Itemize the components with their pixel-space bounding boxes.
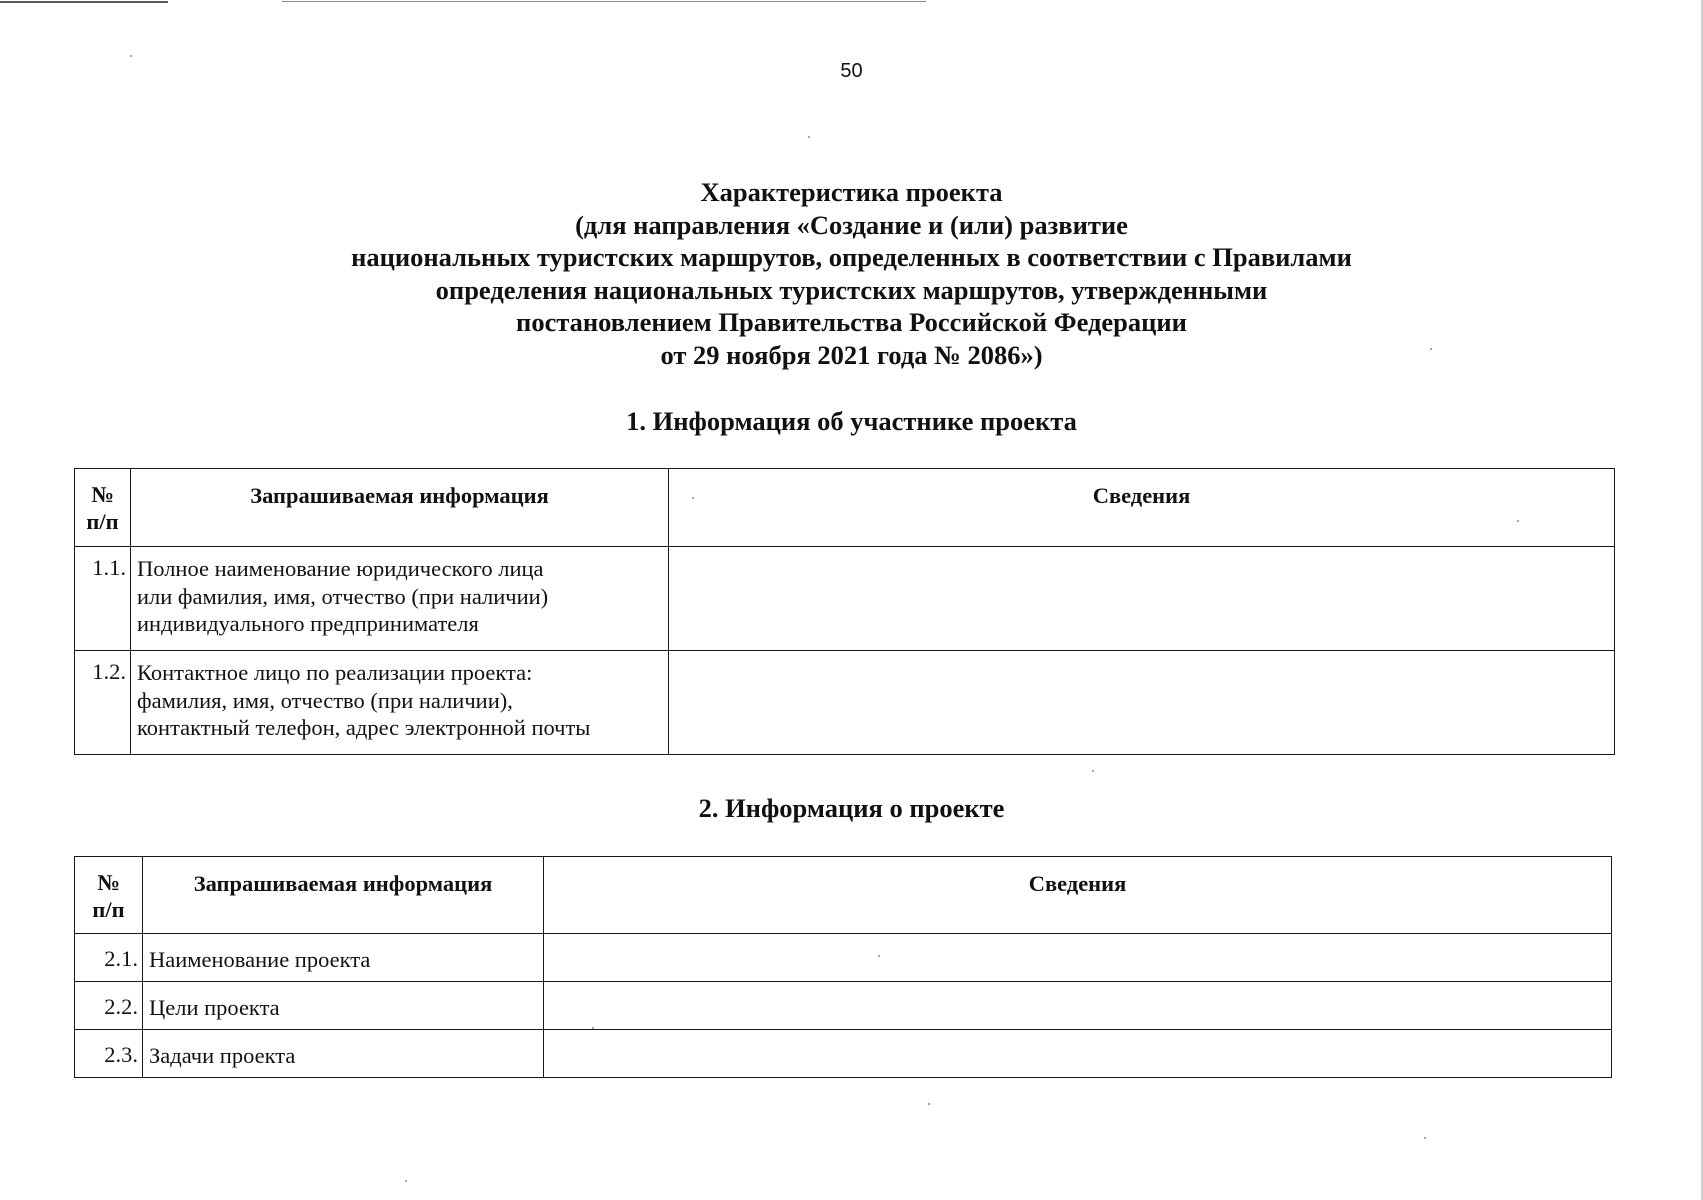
title-line: определения национальных туристских маршрутов, утвержденными bbox=[435, 274, 1268, 305]
requested-info-line: Полное наименование юридического лица bbox=[137, 556, 544, 581]
column-header-details: Сведения bbox=[669, 469, 1615, 547]
scan-speck bbox=[592, 1027, 594, 1029]
requested-info-line: фамилия, имя, отчество (при наличии), bbox=[137, 687, 513, 713]
row-number: 1.1. bbox=[75, 547, 131, 651]
header-number-sign: № bbox=[97, 870, 120, 895]
scan-artifact-line bbox=[0, 1, 168, 3]
requested-info-cell: Наименование проекта bbox=[143, 934, 544, 982]
scan-speck bbox=[692, 497, 694, 499]
requested-info-cell: Цели проекта bbox=[143, 982, 544, 1030]
title-line: Характеристика проекта bbox=[700, 177, 1003, 207]
requested-info-cell bbox=[131, 651, 669, 755]
details-cell[interactable] bbox=[669, 547, 1615, 651]
scan-speck bbox=[878, 955, 880, 957]
requested-info-line: или фамилия, имя, отчество (при наличии) bbox=[137, 583, 549, 609]
table-row bbox=[75, 982, 1612, 1030]
row-number: 1.2. bbox=[75, 651, 131, 755]
requested-info-line: индивидуального предпринимателя bbox=[137, 611, 479, 636]
scan-speck bbox=[808, 136, 810, 138]
table-row bbox=[75, 934, 1612, 982]
scan-speck bbox=[1424, 1137, 1426, 1139]
table-row bbox=[75, 651, 1615, 755]
scan-speck bbox=[1517, 520, 1519, 522]
requested-info-line: Контактное лицо по реализации проекта: bbox=[137, 660, 533, 685]
table-header-row bbox=[75, 857, 1612, 934]
table-row bbox=[75, 1030, 1612, 1078]
requested-info-cell bbox=[131, 547, 669, 651]
header-number-abbrev: п/п bbox=[86, 509, 119, 534]
scan-artifact-line bbox=[630, 1, 926, 2]
title-line: (для направления «Создание и (или) развитие bbox=[575, 209, 1128, 240]
column-header-requested-info: Запрашиваемая информация bbox=[143, 857, 544, 934]
details-cell[interactable] bbox=[544, 1030, 1612, 1078]
table-row bbox=[75, 547, 1615, 651]
column-header-requested-info: Запрашиваемая информация bbox=[131, 469, 669, 547]
details-cell[interactable] bbox=[544, 982, 1612, 1030]
header-number-sign: № bbox=[91, 482, 114, 507]
title-line: постановлением Правительства Российской Федерации bbox=[516, 307, 1187, 337]
scan-speck bbox=[1092, 770, 1094, 772]
document-title bbox=[0, 176, 1703, 371]
scan-speck bbox=[130, 55, 132, 57]
details-cell[interactable] bbox=[544, 934, 1612, 982]
title-line: от 29 ноября 2021 года № 2086») bbox=[660, 339, 1043, 370]
page-number: 50 bbox=[840, 60, 863, 82]
section-heading-project: 2. Информация о проекте bbox=[698, 793, 1005, 823]
scan-speck bbox=[1430, 348, 1432, 350]
scan-speck bbox=[928, 1103, 930, 1105]
table-header-row bbox=[75, 469, 1615, 547]
column-header-number bbox=[75, 857, 143, 934]
project-info-table bbox=[74, 856, 1612, 1078]
row-number: 2.3. bbox=[75, 1030, 143, 1078]
details-cell[interactable] bbox=[669, 651, 1615, 755]
header-number-abbrev: п/п bbox=[92, 897, 125, 922]
column-header-number bbox=[75, 469, 131, 547]
requested-info-cell: Задачи проекта bbox=[143, 1030, 544, 1078]
column-header-details: Сведения bbox=[544, 857, 1612, 934]
participant-info-table bbox=[74, 468, 1615, 755]
row-number: 2.2. bbox=[75, 982, 143, 1030]
title-line: национальных туристских маршрутов, определенных в соответствии с Правилами bbox=[351, 242, 1352, 272]
row-number: 2.1. bbox=[75, 934, 143, 982]
section-heading-participant: 1. Информация об участнике проекта bbox=[626, 406, 1077, 436]
requested-info-line: контактный телефон, адрес электронной почты bbox=[137, 715, 591, 740]
scan-speck bbox=[405, 1180, 407, 1182]
